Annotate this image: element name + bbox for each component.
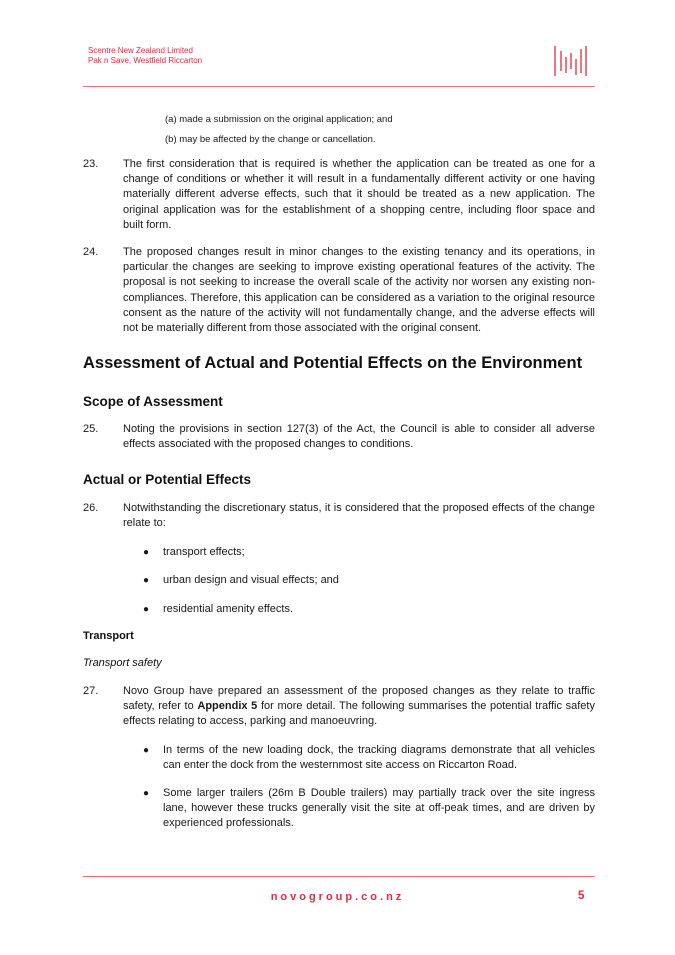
paragraph-text: Notwithstanding the discretionary status, it is considered that the proposed effects of the change relate to: (123, 502, 595, 530)
paragraph-number: 25. (83, 423, 99, 435)
header-divider (83, 86, 595, 87)
sub-item-b: (b) may be affected by the change or cancellation. (165, 134, 376, 145)
header-company: Scentre New Zealand Limited (88, 46, 193, 55)
document-header (88, 46, 202, 66)
list-item: ● In terms of the new loading dock, the tracking diagrams demonstrate that all vehicles can enter the dock from the westernmost site access on Riccarton Road. (143, 744, 595, 772)
appendix-reference: Appendix 5 (197, 700, 258, 713)
paragraph-number: 26. (83, 502, 99, 514)
subheading-transport-safety: Transport safety (83, 657, 162, 669)
paragraph-text: Noting the provisions in section 127(3) of the Act, the Council is able to consider all adverse effects associated with the proposed changes to conditions. (123, 423, 595, 451)
list-item: ● residential amenity effects. (143, 602, 595, 617)
paragraph-number: 27. (83, 685, 99, 697)
bullet-icon: ● (143, 604, 150, 615)
sub-item-a: (a) made a submission on the original application; and (165, 114, 393, 125)
paragraph-23 (83, 157, 595, 233)
paragraph-24 (83, 245, 595, 336)
paragraph-text: The first consideration that is required is whether the application can be treated as one for a change of conditions or whether it will result in a fundamentally different activity or one having materially different adverse effects, such that it should be treated as a new application. The original application was for the establishment of a shopping centre, including floor space and built form. (123, 158, 595, 231)
bullet-icon: ● (143, 575, 150, 586)
section-heading: Assessment of Actual and Potential Effects on the Environment (83, 354, 583, 372)
paragraph-text: The proposed changes result in minor changes to the existing tenancy and its operations, in particular the changes are seeking to improve existing operational features of the activity. The proposal is not seeking to increase the overall scale of the activity nor worsen any existing non-compliances. Therefore, this application can be considered as a variation to the original resource consent as the nature of the activity will not fundamentally change, and the adverse effects will not be materially different from those associated with the original consent. (123, 246, 595, 335)
list-item: ● transport effects; (143, 545, 595, 560)
bullet-icon: ● (143, 745, 150, 756)
paragraph-text: Novo Group have prepared an assessment of the proposed changes as they relate to traffic safety, refer to Appendix 5 for more detail. The following summarises the potential traffic safety effects relating to access, parking and manoeuvring. (123, 685, 595, 728)
bullet-icon: ● (143, 547, 150, 558)
footer-website: novogroup.co.nz (270, 891, 405, 903)
list-item: ● Some larger trailers (26m B Double trailers) may partially track over the site ingress lane, however these trucks generally visit the site at off-peak times, and are driven by experienced professionals. (143, 787, 595, 830)
list-item: ● urban design and visual effects; and (143, 573, 595, 588)
paragraph-26 (83, 501, 595, 531)
paragraph-25 (83, 422, 595, 452)
subheading-actual-effects: Actual or Potential Effects (83, 472, 252, 487)
header-site: Pak n Save, Westfield Riccarton (88, 56, 203, 65)
footer-divider (83, 876, 595, 877)
paragraph-27 (83, 684, 595, 730)
subheading-scope: Scope of Assessment (83, 394, 223, 409)
paragraph-number: 24. (83, 246, 99, 258)
subheading-transport: Transport (83, 630, 134, 642)
novo-logo-icon (552, 43, 588, 79)
page-number: 5 (578, 890, 585, 902)
paragraph-number: 23. (83, 158, 99, 170)
bullet-icon: ● (143, 788, 150, 799)
